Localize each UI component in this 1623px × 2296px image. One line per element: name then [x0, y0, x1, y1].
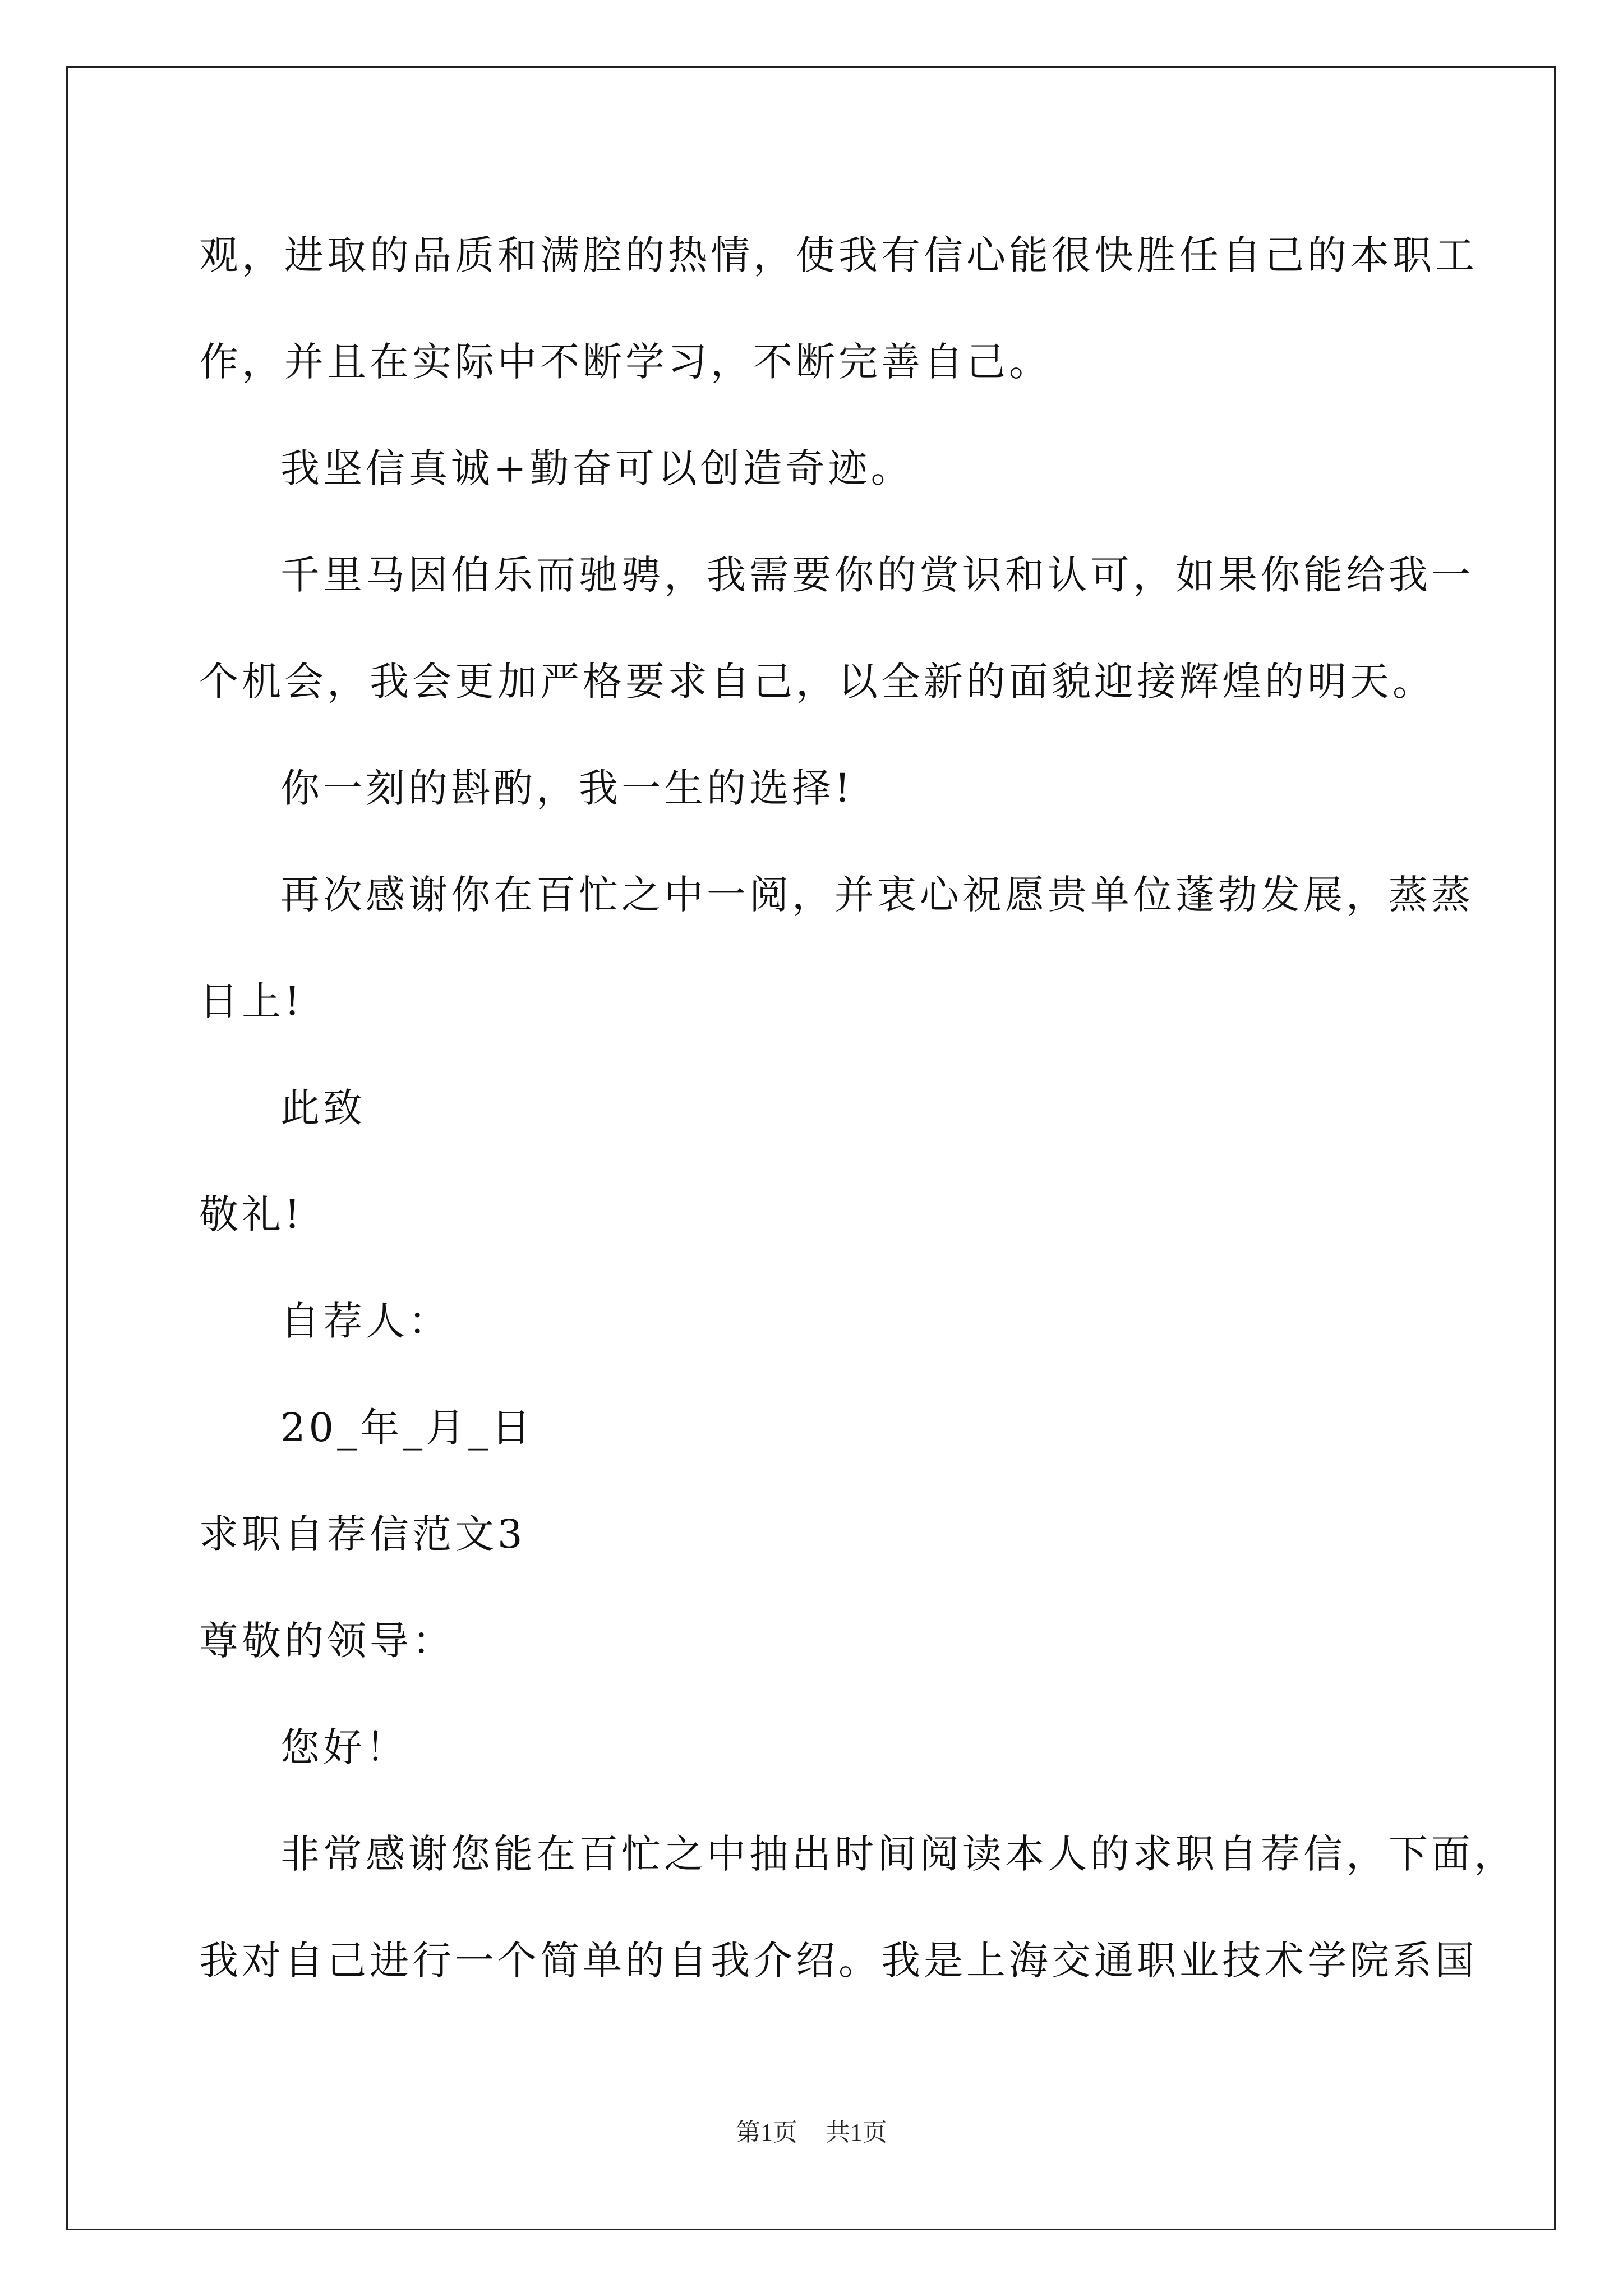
paragraph-line: 非常感谢您能在百忙之中抽出时间阅读本人的求职自荐信，下面，: [280, 1831, 1516, 1877]
date-line: 20_年_月_日: [280, 1405, 534, 1451]
paragraph-line: 我对自己进行一个简单的自我介绍。我是上海交通职业技术学院系国: [199, 1938, 1478, 1984]
closing-regards: 敬礼!: [199, 1191, 304, 1237]
paragraph-line: 作，并且在实际中不断学习，不断完善自己。: [199, 339, 1052, 385]
section-heading: 求职自荐信范文3: [199, 1511, 526, 1557]
paragraph-line: 日上!: [199, 978, 304, 1024]
paragraph-line: 千里马因伯乐而驰骋，我需要你的赏识和认可，如果你能给我一: [280, 552, 1474, 598]
paragraph-line: 我坚信真诚+勤奋可以创造奇迹。: [280, 445, 914, 491]
greeting: 您好！: [280, 1724, 408, 1770]
page-total: 共1页: [826, 2119, 887, 2146]
page-number: 第1页: [736, 2119, 797, 2146]
paragraph-line: 观，进取的品质和满腔的热情，使我有信心能很快胜任自己的本职工: [199, 232, 1478, 278]
closing-salutation: 此致: [280, 1085, 366, 1131]
page-footer: [0, 2112, 1623, 2148]
document-body: [199, 202, 1516, 2014]
greeting-addressee: 尊敬的领导：: [199, 1618, 455, 1664]
signature-label: 自荐人：: [280, 1298, 451, 1344]
paragraph-line: 再次感谢你在百忙之中一阅，并衷心祝愿贵单位蓬勃发展，蒸蒸: [280, 872, 1474, 918]
paragraph-line: 个机会，我会更加严格要求自己，以全新的面貌迎接辉煌的明天。: [199, 659, 1435, 705]
paragraph-line: 你一刻的斟酌，我一生的选择!: [280, 765, 854, 811]
